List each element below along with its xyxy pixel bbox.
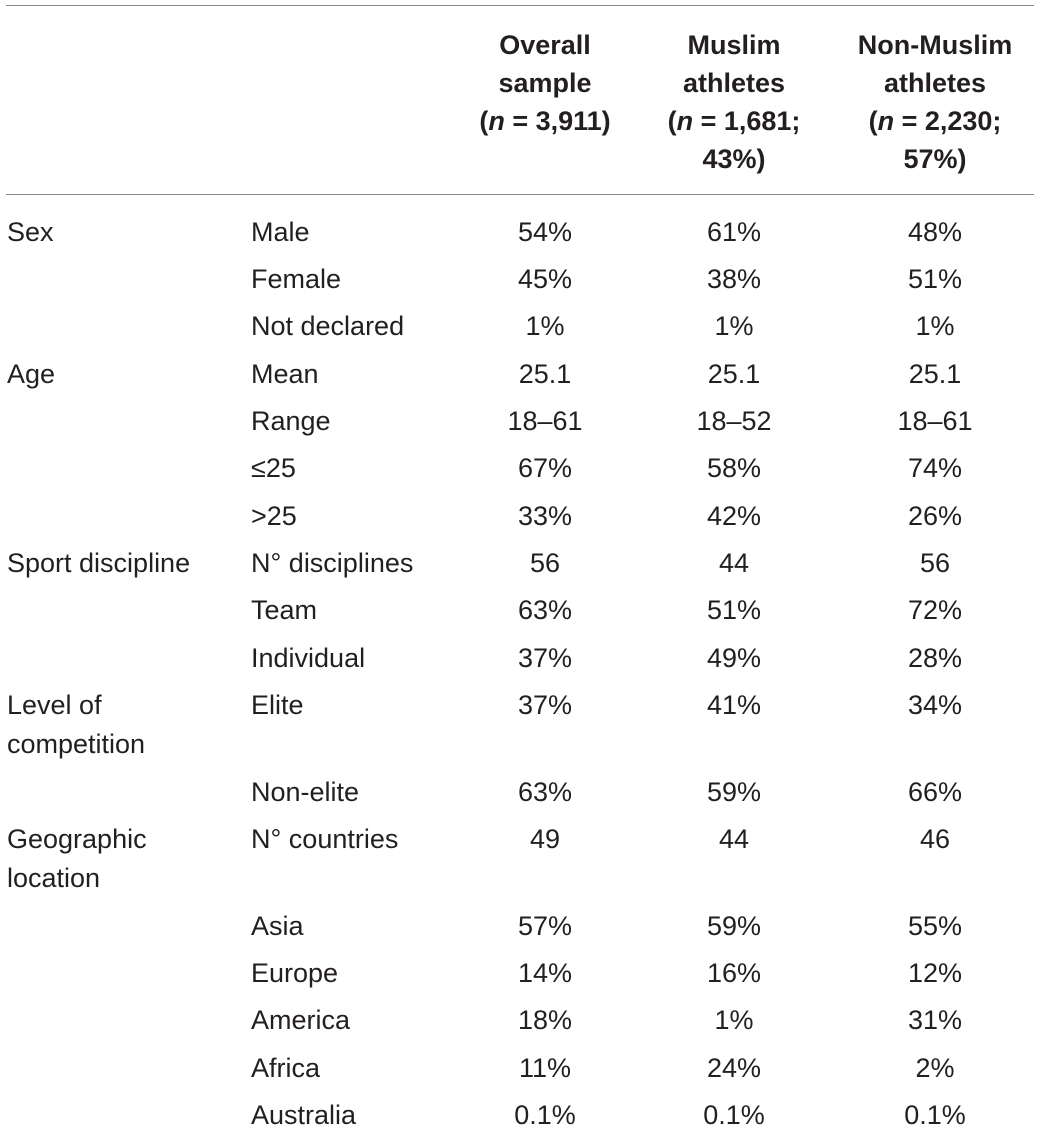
cell-muslim-athletes: 16%: [706, 958, 762, 988]
cell-non-muslim-athletes: 31%: [907, 1005, 963, 1035]
cell-non-muslim-athletes: 72%: [907, 595, 963, 625]
cell-overall-sample: 37%: [517, 643, 573, 673]
cell-muslim-athletes: 44: [718, 824, 750, 854]
header-text: athletes: [883, 68, 987, 98]
cell-muslim-athletes: 1%: [714, 1005, 754, 1035]
header-text: 43%): [702, 144, 766, 174]
row-category-label: Team: [251, 595, 318, 625]
cell-non-muslim-athletes: 12%: [907, 958, 963, 988]
header-overall-sample: [450, 26, 640, 140]
cell-overall-sample: 14%: [517, 958, 573, 988]
cell-non-muslim-athletes: 2%: [915, 1053, 955, 1083]
row-group-label: Sport discipline: [7, 548, 191, 578]
cell-muslim-athletes: 59%: [706, 911, 762, 941]
cell-overall-sample: 25.1: [518, 359, 572, 389]
row-category-label: Range: [251, 406, 331, 436]
cell-non-muslim-athletes: 46: [919, 824, 951, 854]
cell-overall-sample: 63%: [517, 595, 573, 625]
cell-overall-sample: 33%: [517, 501, 573, 531]
cell-overall-sample: 37%: [517, 690, 573, 720]
cell-non-muslim-athletes: 25.1: [908, 359, 962, 389]
cell-overall-sample: 49: [529, 824, 561, 854]
header-text: sample: [498, 68, 592, 98]
cell-muslim-athletes: 24%: [706, 1053, 762, 1083]
row-category-label: N° countries: [251, 824, 399, 854]
row-category-label: Not declared: [251, 311, 405, 341]
row-category-label: Mean: [251, 359, 319, 389]
row-category-label: Elite: [251, 690, 304, 720]
row-category-label: America: [251, 1005, 351, 1035]
row-group-label: competition: [7, 729, 146, 759]
cell-muslim-athletes: 41%: [706, 690, 762, 720]
cell-muslim-athletes: 38%: [706, 264, 762, 294]
header-n-line: (n = 3,911): [479, 106, 611, 136]
cell-overall-sample: 56: [529, 548, 561, 578]
cell-muslim-athletes: 51%: [706, 595, 762, 625]
cell-overall-sample: 54%: [517, 217, 573, 247]
cell-non-muslim-athletes: 55%: [907, 911, 963, 941]
row-category-label: >25: [251, 501, 297, 531]
cell-non-muslim-athletes: 66%: [907, 777, 963, 807]
cell-muslim-athletes: 1%: [714, 311, 754, 341]
cell-non-muslim-athletes: 51%: [907, 264, 963, 294]
cell-non-muslim-athletes: 26%: [907, 501, 963, 531]
row-category-label: N° disciplines: [251, 548, 414, 578]
cell-non-muslim-athletes: 56: [919, 548, 951, 578]
row-group-label: location: [7, 863, 101, 893]
row-category-label: Australia: [251, 1100, 357, 1130]
header-bottom-rule: [6, 194, 1034, 195]
cell-non-muslim-athletes: 74%: [907, 453, 963, 483]
row-category-label: Asia: [251, 911, 304, 941]
row-category-label: Europe: [251, 958, 339, 988]
cell-overall-sample: 63%: [517, 777, 573, 807]
row-group-label: Age: [7, 359, 56, 389]
cell-non-muslim-athletes: 48%: [907, 217, 963, 247]
cell-overall-sample: 1%: [525, 311, 565, 341]
cell-muslim-athletes: 25.1: [707, 359, 761, 389]
row-group-label: Sex: [7, 217, 54, 247]
cell-non-muslim-athletes: 1%: [915, 311, 955, 341]
row-group-label: Level of: [7, 690, 102, 720]
cell-muslim-athletes: 61%: [706, 217, 762, 247]
cell-muslim-athletes: 59%: [706, 777, 762, 807]
header-text: Non-Muslim: [857, 30, 1013, 60]
row-category-label: Africa: [251, 1053, 321, 1083]
row-group-label: Geographic: [7, 824, 147, 854]
cell-muslim-athletes: 18–52: [696, 406, 772, 436]
cell-muslim-athletes: 58%: [706, 453, 762, 483]
header-n-line: (n = 2,230;: [868, 106, 1002, 136]
header-non-muslim-athletes: [830, 26, 1040, 178]
row-category-label: Non-elite: [251, 777, 360, 807]
cell-non-muslim-athletes: 18–61: [897, 406, 973, 436]
cell-overall-sample: 57%: [517, 911, 573, 941]
cell-overall-sample: 45%: [517, 264, 573, 294]
header-n-line: (n = 1,681;: [667, 106, 801, 136]
cell-overall-sample: 18–61: [507, 406, 583, 436]
cell-muslim-athletes: 42%: [706, 501, 762, 531]
cell-overall-sample: 18%: [517, 1005, 573, 1035]
header-text: Muslim: [687, 30, 781, 60]
header-muslim-athletes: [639, 26, 829, 178]
cell-non-muslim-athletes: 28%: [907, 643, 963, 673]
header-text: athletes: [682, 68, 786, 98]
row-category-label: Individual: [251, 643, 366, 673]
cell-muslim-athletes: 49%: [706, 643, 762, 673]
row-category-label: ≤25: [251, 453, 296, 483]
cell-overall-sample: 11%: [518, 1053, 572, 1083]
row-category-label: Male: [251, 217, 310, 247]
cell-overall-sample: 0.1%: [514, 1100, 576, 1130]
cell-muslim-athletes: 44: [718, 548, 750, 578]
cell-muslim-athletes: 0.1%: [703, 1100, 765, 1130]
cell-non-muslim-athletes: 0.1%: [904, 1100, 966, 1130]
cell-overall-sample: 67%: [517, 453, 573, 483]
header-text: 57%): [903, 144, 967, 174]
header-text: Overall: [499, 30, 591, 60]
table-top-rule: [6, 5, 1034, 6]
row-category-label: Female: [251, 264, 342, 294]
cell-non-muslim-athletes: 34%: [907, 690, 963, 720]
